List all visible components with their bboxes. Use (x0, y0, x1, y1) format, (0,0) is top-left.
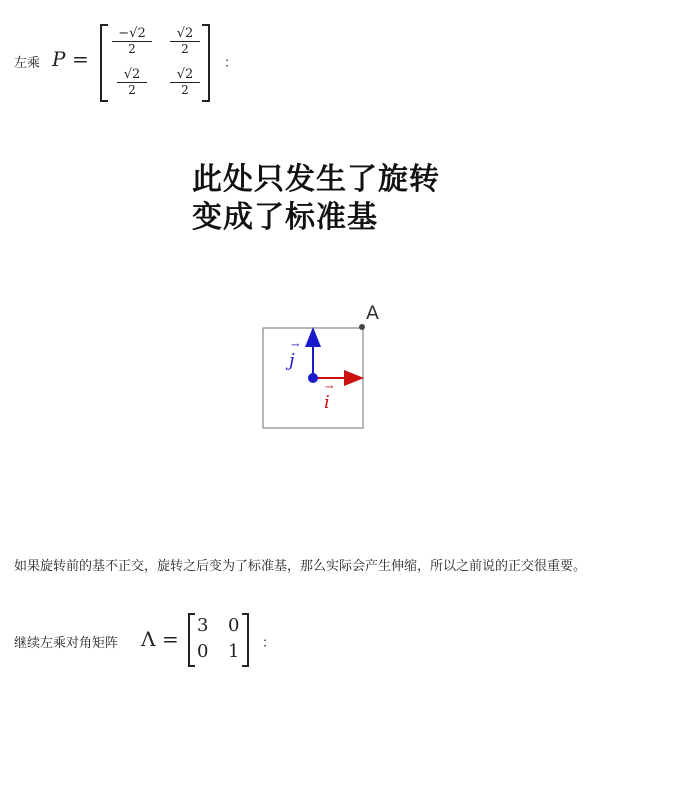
i-vector-label: → i (324, 382, 334, 413)
matrix-lambda-symbol: Λ (141, 627, 156, 651)
matrix-lambda-entry-22: 1 (228, 641, 240, 662)
line1-suffix: ： (224, 56, 238, 71)
left-bracket (188, 613, 195, 667)
explanation-paragraph: 如果旋转前的基不正交，旋转之后变为了标准基，那么实际会产生伸缩，所以之前说的正交很重要。 (14, 559, 587, 574)
annotation-line2: 变成了标准基 (192, 200, 378, 235)
matrix-p-entry-11: $\frac{-√2}{2}$ (112, 26, 152, 56)
line1-prefix: 左乘 (14, 56, 41, 71)
i-label-text: i (324, 392, 330, 413)
matrix-lambda-entry-21: 0 (197, 641, 209, 662)
line1-equals: = (72, 47, 89, 71)
j-vector-label: → j (289, 340, 300, 371)
line2-equals: = (162, 627, 179, 651)
left-bracket (100, 24, 108, 102)
line2-suffix: ： (262, 636, 276, 651)
matrix-p-symbol: P (52, 47, 66, 71)
matrix-lambda-entry-12: 0 (228, 615, 240, 636)
line2-prefix: 继续左乘对角矩阵 (14, 636, 119, 651)
origin-point (308, 373, 318, 383)
matrix-p-entry-22: $\frac{√2}{2}$ (170, 67, 200, 97)
j-label-text: j (289, 350, 295, 371)
right-bracket (202, 24, 210, 102)
matrix-p-entry-21: $\frac{√2}{2}$ (117, 67, 147, 97)
point-a (359, 324, 365, 330)
right-bracket (242, 613, 249, 667)
matrix-lambda-entry-11: 3 (197, 615, 209, 636)
point-a-label: A (366, 302, 379, 324)
matrix-p-entry-12: $\frac{√2}{2}$ (170, 26, 200, 56)
annotation-line1: 此处只发生了旋转 (192, 162, 440, 197)
